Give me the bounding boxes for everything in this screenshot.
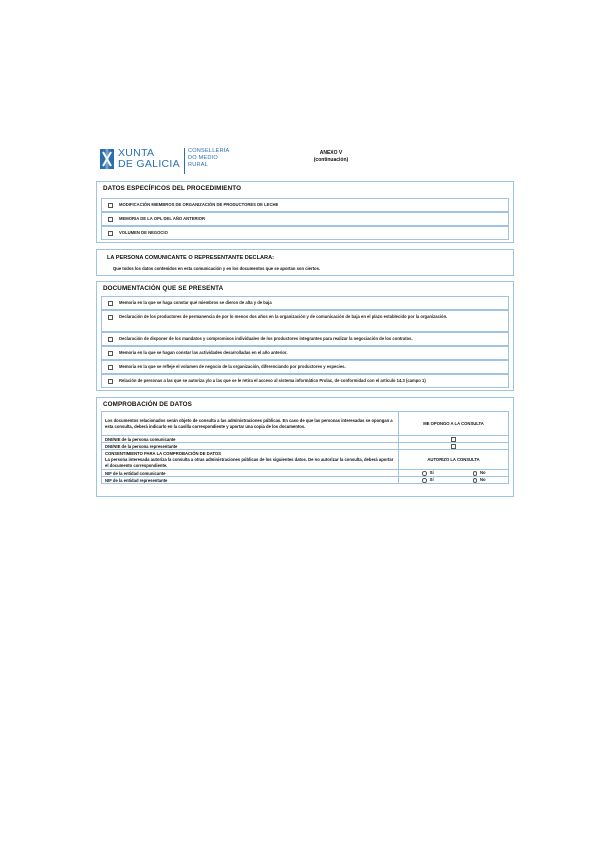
checkbox[interactable] xyxy=(108,217,113,222)
list-item[interactable] xyxy=(101,310,509,332)
authorize-header: AUTORIZO LA CONSULTA xyxy=(399,450,509,470)
comprobacion-section xyxy=(96,397,514,497)
item-label: Declaración de los productores de permanencia de por lo menos dos años en la organización y de comunicación de baja en el plazo establecido por la organización. xyxy=(119,314,448,319)
consent-text: La persona interesada autoriza la consulta a otras administraciones públicas de los siguientes datos. De no autorizar la consulta, deberá aportar el documento correspondiente. xyxy=(105,456,394,468)
yes-label: Sí xyxy=(429,470,434,476)
checkbox[interactable] xyxy=(108,231,113,236)
table-row xyxy=(102,470,509,477)
datos-especificos-section xyxy=(96,181,514,243)
table-row xyxy=(102,477,509,484)
item-label: Relación de personas a las que se autoriza y/o a las que se le retira el acceso al sistema informático Prolac, de conformidad con el artículo 14.3 (campo 1) xyxy=(119,378,426,383)
checkbox[interactable] xyxy=(108,203,113,208)
oppose-row-label: DNI/NIE de la persona comunicante xyxy=(102,436,399,443)
list-item[interactable] xyxy=(101,360,509,374)
list-item[interactable] xyxy=(101,212,509,226)
item-label: Memoria en la que se hagan constar las actividades desarrolladas en el año anterior. xyxy=(119,350,288,355)
oppose-row-label: DNI/NIE de la persona representante xyxy=(102,443,399,450)
xunta-emblem-icon xyxy=(100,149,114,169)
checkbox[interactable] xyxy=(108,337,113,342)
section-title: LA PERSONA COMUNICANTE O REPRESENTANTE DECLARA: xyxy=(107,255,274,261)
no-label: No xyxy=(480,470,486,476)
item-label: Memoria en la que se haga constar qué miembros se dieron de alta y de baja xyxy=(119,300,272,305)
item-label: VOLUMEN DE NEGOCIO xyxy=(119,230,168,235)
annex-label xyxy=(296,150,366,164)
intro-text: Los documentos relacionados serán objeto de consulta a las administraciones públicas. En caso de que las personas interesadas se opongan a esta consulta, deberá indicarlo en la casilla correspondiente y aportar una copia de los documentos. xyxy=(102,412,399,436)
oppose-checkbox[interactable] xyxy=(451,437,456,442)
yes-radio[interactable] xyxy=(422,478,427,483)
checkbox[interactable] xyxy=(108,351,113,356)
checkbox[interactable] xyxy=(108,379,113,384)
section-title: DOCUMENTACIÓN QUE SE PRESENTA xyxy=(103,285,224,292)
annex-title: ANEXO V xyxy=(319,150,343,156)
no-radio[interactable] xyxy=(473,471,478,476)
dept-line3: RURAL xyxy=(188,162,208,168)
table-row xyxy=(102,436,509,443)
checkbox[interactable] xyxy=(108,365,113,370)
section-title: COMPROBACIÓN DE DATOS xyxy=(103,401,192,408)
oppose-header: ME OPONGO A LA CONSULTA xyxy=(399,412,509,436)
annex-subtitle: (continuación) xyxy=(313,157,349,163)
table-row xyxy=(102,450,509,470)
yes-radio[interactable] xyxy=(422,471,427,476)
list-item[interactable] xyxy=(101,296,509,310)
checkbox[interactable] xyxy=(108,301,113,306)
logo-divider xyxy=(184,148,185,174)
checkbox[interactable] xyxy=(108,315,113,320)
list-item[interactable] xyxy=(101,226,509,240)
authorize-row-label: NIF de la entidad comunicante xyxy=(102,470,399,477)
yes-label: Sí xyxy=(429,477,434,483)
authorize-row-label: NIF de la entidad representante xyxy=(102,477,399,484)
no-label: No xyxy=(480,477,486,483)
no-radio[interactable] xyxy=(473,478,478,483)
verification-table xyxy=(101,411,509,484)
list-item[interactable] xyxy=(101,374,509,388)
oppose-checkbox[interactable] xyxy=(451,444,456,449)
xunta-logo xyxy=(100,146,240,178)
logo-line2: DE GALICIA xyxy=(118,158,180,170)
item-label: MODIFICACIÓN MIEMBROS DE ORGANIZACIÓN DE PRODUCTORES DE LECHE xyxy=(119,202,279,207)
dept-line2: DO MEDIO xyxy=(188,155,218,161)
table-row xyxy=(102,412,509,436)
consent-title: CONSENTIMIENTO PARA LA COMPROBACIÓN DE DATOS xyxy=(105,450,221,456)
list-item[interactable] xyxy=(101,198,509,212)
list-item[interactable] xyxy=(101,346,509,360)
dept-line1: CONSELLERÍA xyxy=(188,148,230,154)
item-label: Declaración de disponer de los mandatos y compromisos individuales de los productores integrantes para realizar la negociación de los contratos. xyxy=(119,336,413,341)
declara-section xyxy=(96,249,514,276)
item-label: MEMORIA DE LA OPL DEL AÑO ANTERIOR xyxy=(119,216,206,221)
documentacion-section xyxy=(96,281,514,391)
logo-line1: XUNTA xyxy=(118,147,155,159)
list-item[interactable] xyxy=(101,332,509,346)
item-label: Memoria en la que se refleje el volumen de negocio de la organización, diferenciando por productores y especies. xyxy=(119,364,346,369)
table-row xyxy=(102,443,509,450)
declaration-text: Que todos los datos contenidos en esta comunicación y en los documentos que se aportan son ciertos. xyxy=(113,266,321,271)
section-title: DATOS ESPECÍFICOS DEL PROCEDIMIENTO xyxy=(103,185,242,192)
